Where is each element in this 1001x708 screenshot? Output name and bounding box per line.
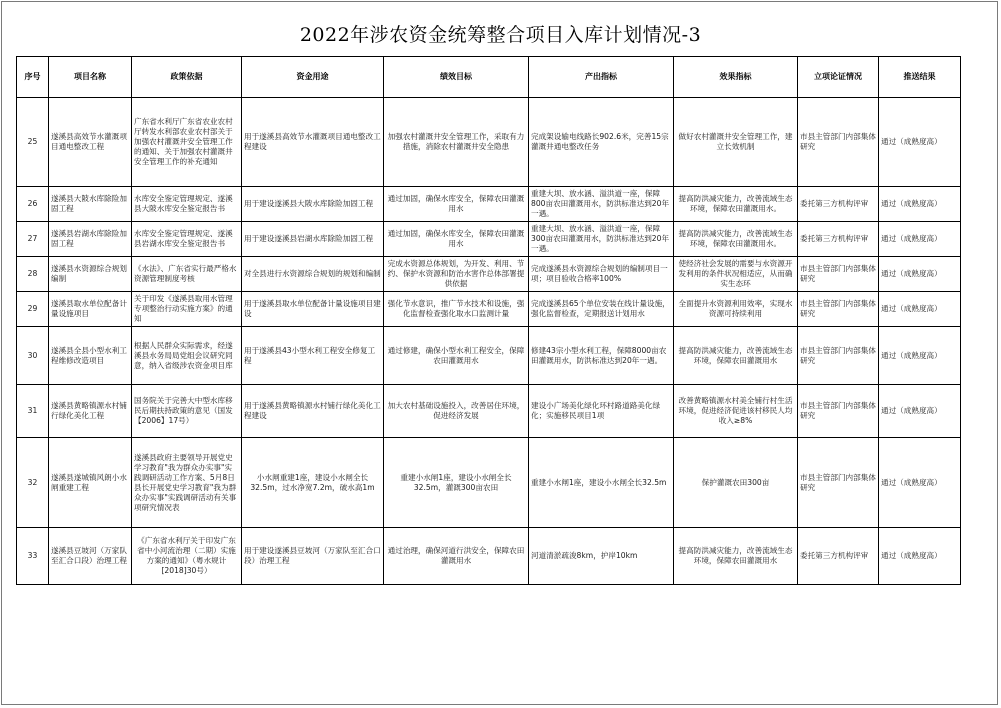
cell-approval bbox=[798, 438, 879, 528]
table-row bbox=[17, 385, 961, 438]
cell-approval-text: 市县主管部门内部集体研究 bbox=[800, 472, 876, 492]
cell-policy-text: 《广东省水利厅关于印发广东省中小河流治理（二期）实施方案的通知》（粤水规计[2018]30号） bbox=[137, 536, 236, 575]
cell-name-text: 遂溪县豆坡河（万家队至汇合口段）治理工程 bbox=[51, 546, 127, 565]
cell-name bbox=[49, 327, 132, 385]
cell-output-text: 重建大坝、放水涵、溢洪道一座，保障800亩农田灌溉用水，防洪标准达到20年一遇。 bbox=[531, 189, 670, 218]
cell-result bbox=[879, 222, 961, 257]
col-header-effect: 效果指标 bbox=[674, 57, 798, 98]
cell-use bbox=[242, 528, 384, 585]
cell-result-text: 通过（成熟度高） bbox=[881, 477, 942, 487]
table-row bbox=[17, 292, 961, 327]
cell-output-text: 完成遂溪县水资源综合规划的编制项目一项；项目验收合格率100% bbox=[531, 264, 668, 283]
cell-use-text: 对全县进行水资源综合规划的规划和编制 bbox=[244, 269, 381, 278]
cell-output bbox=[529, 187, 674, 222]
cell-output bbox=[529, 385, 674, 438]
project-table bbox=[16, 56, 961, 585]
cell-approval-text: 市县主管部门内部集体研究 bbox=[800, 299, 876, 318]
cell-use-text: 用于建设遂溪县豆坡河（万家队至汇合口段）治理工程 bbox=[244, 546, 381, 565]
cell-effect-text: 改善黄略镇源水村美全铺行村生活环境，促进经济促进该村移民人均收入≥8% bbox=[678, 396, 793, 425]
cell-approval-text: 市县主管部门内部集体研究 bbox=[800, 132, 876, 151]
cell-target-text: 完成水资源总体规划，为开发、利用、节约、保护水资源和防治水害作总体部署提供依据 bbox=[387, 259, 525, 288]
cell-result-text: 通过（成熟度高） bbox=[881, 269, 942, 278]
cell-name bbox=[49, 98, 132, 187]
cell-approval bbox=[798, 222, 879, 257]
cell-effect bbox=[674, 257, 798, 292]
cell-approval bbox=[798, 292, 879, 327]
table-row bbox=[17, 438, 961, 528]
cell-effect bbox=[674, 292, 798, 327]
cell-policy bbox=[132, 327, 242, 385]
cell-name-text: 遂溪县岩湖水库除险加固工程 bbox=[51, 229, 127, 248]
cell-effect bbox=[674, 187, 798, 222]
cell-no: 31 bbox=[17, 385, 49, 438]
cell-result bbox=[879, 187, 961, 222]
cell-output-text: 重建大坝、放水涵、溢洪道一座，保障300亩农田灌溉用水，防洪标准达到20年一遇。 bbox=[531, 224, 670, 253]
col-header-use: 资金用途 bbox=[242, 57, 384, 98]
cell-effect-text: 提高防洪减灾能力，改善流域生态环境，保障农田灌溉用水。 bbox=[678, 229, 793, 248]
cell-name bbox=[49, 257, 132, 292]
cell-policy bbox=[132, 187, 242, 222]
cell-output-text: 完成遂溪县65个单位安装在线计量设施，强化监督检查，定期报送计划用水 bbox=[531, 299, 670, 318]
table-row bbox=[17, 187, 961, 222]
cell-output-text: 重建小水闸1座，建设小水闸全长32.5m bbox=[531, 477, 667, 487]
cell-target bbox=[384, 98, 529, 187]
cell-output bbox=[529, 222, 674, 257]
table-row bbox=[17, 257, 961, 292]
cell-effect-text: 提高防洪减灾能力，改善流域生态环境，保障农田灌溉用水 bbox=[678, 345, 793, 365]
cell-no: 27 bbox=[17, 222, 49, 257]
cell-approval-text: 委托第三方机构评审 bbox=[800, 551, 869, 560]
cell-target-text: 通过治理，确保河道行洪安全，保障农田灌溉用水 bbox=[387, 546, 525, 565]
cell-effect bbox=[674, 222, 798, 257]
cell-use-text: 用于遂溪县高效节水灌溉项目通电整改工程建设 bbox=[244, 132, 381, 151]
cell-effect bbox=[674, 438, 798, 528]
cell-effect-text: 使经济社会发展的需要与水资源开发利用的条件状况相适应，从而确实生态环 bbox=[678, 259, 793, 288]
cell-effect-text: 提高防洪减灾能力，改善流域生态环境，保障农田灌溉用水 bbox=[678, 546, 793, 565]
cell-approval bbox=[798, 187, 879, 222]
col-header-policy: 政策依据 bbox=[132, 57, 242, 98]
cell-output bbox=[529, 292, 674, 327]
cell-effect-text: 做好农村灌溉井安全管理工作，建立长效机制 bbox=[678, 132, 793, 151]
cell-output-text: 修建43宗小型水利工程，保障8000亩农田灌溉用水，防洪标准达到20年一遇。 bbox=[531, 345, 667, 365]
cell-name bbox=[49, 187, 132, 222]
cell-output-text: 建设小广场美化绿化环村路道路美化绿化；实施移民项目1项 bbox=[531, 401, 661, 420]
col-header-output: 产出指标 bbox=[529, 57, 674, 98]
cell-policy bbox=[132, 98, 242, 187]
cell-output bbox=[529, 257, 674, 292]
header-row bbox=[17, 57, 961, 98]
cell-policy bbox=[132, 222, 242, 257]
cell-policy-text: 根据人民群众实际需求，经遂溪县水务局局党组会议研究同意，纳入省级涉农资金项目库 bbox=[134, 340, 233, 370]
cell-result bbox=[879, 257, 961, 292]
cell-policy bbox=[132, 528, 242, 585]
cell-use-text: 用于建设遂溪县大陂水库除险加固工程 bbox=[244, 199, 374, 208]
cell-name bbox=[49, 292, 132, 327]
cell-name-text: 遂溪县全县小型水利工程维修改造项目 bbox=[51, 345, 127, 365]
cell-target bbox=[384, 187, 529, 222]
table-row bbox=[17, 222, 961, 257]
table-row bbox=[17, 528, 961, 585]
cell-output bbox=[529, 438, 674, 528]
cell-output-text: 河道清淤疏浚8km，护岸10km bbox=[531, 551, 638, 560]
page-title: 2022年涉农资金统筹整合项目入库计划情况-3 bbox=[299, 24, 702, 46]
cell-effect-text: 提高防洪减灾能力，改善流域生态环境，保障农田灌溉用水。 bbox=[678, 194, 793, 213]
cell-target bbox=[384, 257, 529, 292]
cell-policy-text: 国务院关于完善大中型水库移民后期扶持政策的意见（国发【2006】17号） bbox=[134, 396, 233, 425]
col-header-name: 项目名称 bbox=[49, 57, 132, 98]
cell-effect bbox=[674, 528, 798, 585]
col-header-no: 序号 bbox=[17, 57, 49, 98]
cell-approval bbox=[798, 327, 879, 385]
cell-target bbox=[384, 292, 529, 327]
cell-no: 26 bbox=[17, 187, 49, 222]
cell-no: 25 bbox=[17, 98, 49, 187]
cell-no: 33 bbox=[17, 528, 49, 585]
col-header-target: 绩效目标 bbox=[384, 57, 529, 98]
cell-output bbox=[529, 327, 674, 385]
cell-use bbox=[242, 257, 384, 292]
cell-policy-text: 广东省水利厅广东省农业农村厅转发水利部农业农村部关于加强农村灌溉井安全管理工作的通知、关于加强农村灌溉井安全管理工作的补充通知 bbox=[134, 117, 233, 166]
cell-approval-text: 市县主管部门内部集体研究 bbox=[800, 345, 876, 365]
cell-approval bbox=[798, 257, 879, 292]
cell-target bbox=[384, 438, 529, 528]
cell-use bbox=[242, 327, 384, 385]
col-header-result: 推送结果 bbox=[879, 57, 961, 98]
cell-output-text: 完成架设输电线路长902.6米，完善15宗灌溉井通电整改任务 bbox=[531, 132, 669, 151]
cell-result-text: 通过（成熟度高） bbox=[881, 199, 942, 208]
cell-approval bbox=[798, 98, 879, 187]
cell-result bbox=[879, 292, 961, 327]
cell-result-text: 通过（成熟度高） bbox=[881, 350, 942, 360]
cell-target-text: 通过加固，确保水库安全，保障农田灌溉用水 bbox=[387, 229, 525, 248]
cell-use bbox=[242, 187, 384, 222]
cell-approval bbox=[798, 528, 879, 585]
cell-target-text: 加强农村灌溉井安全管理工作，采取有力措施，消除农村灌溉井安全隐患 bbox=[387, 132, 525, 151]
cell-policy bbox=[132, 438, 242, 528]
cell-use bbox=[242, 438, 384, 528]
cell-target bbox=[384, 385, 529, 438]
cell-policy bbox=[132, 257, 242, 292]
cell-effect bbox=[674, 327, 798, 385]
table-row bbox=[17, 98, 961, 187]
cell-no: 29 bbox=[17, 292, 49, 327]
cell-target bbox=[384, 528, 529, 585]
table-row bbox=[17, 327, 961, 385]
cell-use bbox=[242, 222, 384, 257]
cell-effect-text: 全面提升水资源利用效率，实现水资源可持续利用 bbox=[678, 299, 793, 318]
cell-approval-text: 市县主管部门内部集体研究 bbox=[800, 401, 876, 420]
cell-use-text: 用于遂溪县取水单位配备计量设施项目建设 bbox=[244, 299, 381, 318]
cell-effect-text: 保护灌溉农田300亩 bbox=[701, 477, 770, 487]
cell-use-text: 用于遂溪县黄略镇源水村铺行绿化美化工程建设 bbox=[244, 401, 381, 420]
cell-approval bbox=[798, 385, 879, 438]
cell-use bbox=[242, 292, 384, 327]
cell-name-text: 遂溪县水资源综合规划编制 bbox=[51, 264, 127, 283]
cell-name-text: 遂溪县取水单位配备计量设施项目 bbox=[51, 299, 127, 318]
cell-approval-text: 委托第三方机构评审 bbox=[800, 199, 869, 208]
cell-target bbox=[384, 222, 529, 257]
cell-effect bbox=[674, 98, 798, 187]
cell-result-text: 通过（成熟度高） bbox=[881, 551, 942, 560]
cell-result bbox=[879, 98, 961, 187]
cell-name bbox=[49, 528, 132, 585]
cell-target bbox=[384, 327, 529, 385]
cell-policy-text: 水库安全鉴定管理规定、遂溪县大陂水库安全鉴定报告书 bbox=[134, 194, 233, 213]
cell-output bbox=[529, 528, 674, 585]
cell-use-text: 用于建设遂溪县岩湖水库除险加固工程 bbox=[244, 234, 374, 243]
cell-use bbox=[242, 385, 384, 438]
cell-name bbox=[49, 438, 132, 528]
cell-name-text: 遂溪县大陂水库除险加固工程 bbox=[51, 194, 127, 213]
cell-target-text: 重建小水闸1座，建设小水闸全长32.5m，灌溉300亩农田 bbox=[400, 472, 512, 492]
cell-target-text: 加大农村基础设施投入，改善居住环境，促进经济发展 bbox=[387, 401, 525, 420]
cell-policy-text: 《水法》、广东省实行最严格水资源管理制度考核 bbox=[134, 264, 237, 283]
cell-target-text: 通过修建，确保小型水利工程安全，保障农田灌溉用水 bbox=[387, 345, 525, 365]
cell-policy bbox=[132, 292, 242, 327]
cell-result bbox=[879, 528, 961, 585]
cell-name-text: 遂溪县高效节水灌溉项目通电整改工程 bbox=[51, 132, 127, 151]
cell-result-text: 通过（成熟度高） bbox=[881, 406, 942, 415]
cell-use-text: 用于遂溪县43小型水利工程安全修复工程 bbox=[244, 345, 376, 365]
cell-policy-text: 关于印发《遂溪县取用水管理专项整治行动实施方案》的通知 bbox=[134, 294, 233, 323]
cell-no: 28 bbox=[17, 257, 49, 292]
cell-result bbox=[879, 438, 961, 528]
cell-result bbox=[879, 327, 961, 385]
cell-policy-text: 遂溪县政府主要领导开展党史学习教育"我为群众办实事"实践调研活动工作方案、5月8日县长开展党史学习教育"我为群众办实事"实践调研活动有关事项研究情况表 bbox=[134, 452, 237, 512]
cell-effect bbox=[674, 385, 798, 438]
cell-policy-text: 水库安全鉴定管理规定、遂溪县岩湖水库安全鉴定报告书 bbox=[134, 229, 233, 248]
cell-name bbox=[49, 385, 132, 438]
cell-result-text: 通过（成熟度高） bbox=[881, 304, 942, 313]
cell-output bbox=[529, 98, 674, 187]
cell-target-text: 强化节水意识，推广节水技术和设施，强化监督检查强化取水口监测计量 bbox=[387, 299, 525, 318]
cell-result bbox=[879, 385, 961, 438]
cell-use-text: 小水闸重建1座，建设小水闸全长32.5m，过水净宽7.2m，破水高1m bbox=[250, 472, 375, 492]
cell-use bbox=[242, 98, 384, 187]
col-header-approval: 立项论证情况 bbox=[798, 57, 879, 98]
cell-name-text: 遂溪县遂城镇风朗小水闸重建工程 bbox=[51, 472, 127, 492]
cell-no: 30 bbox=[17, 327, 49, 385]
cell-approval-text: 市县主管部门内部集体研究 bbox=[800, 264, 876, 283]
cell-target-text: 通过加固，确保水库安全，保障农田灌溉用水 bbox=[387, 194, 525, 213]
cell-result-text: 通过（成熟度高） bbox=[881, 234, 942, 243]
cell-approval-text: 委托第三方机构评审 bbox=[800, 234, 869, 243]
cell-name-text: 遂溪县黄略镇源水村铺行绿化美化工程 bbox=[51, 401, 127, 420]
cell-result-text: 通过（成熟度高） bbox=[881, 137, 942, 146]
cell-no: 32 bbox=[17, 438, 49, 528]
cell-policy bbox=[132, 385, 242, 438]
cell-name bbox=[49, 222, 132, 257]
